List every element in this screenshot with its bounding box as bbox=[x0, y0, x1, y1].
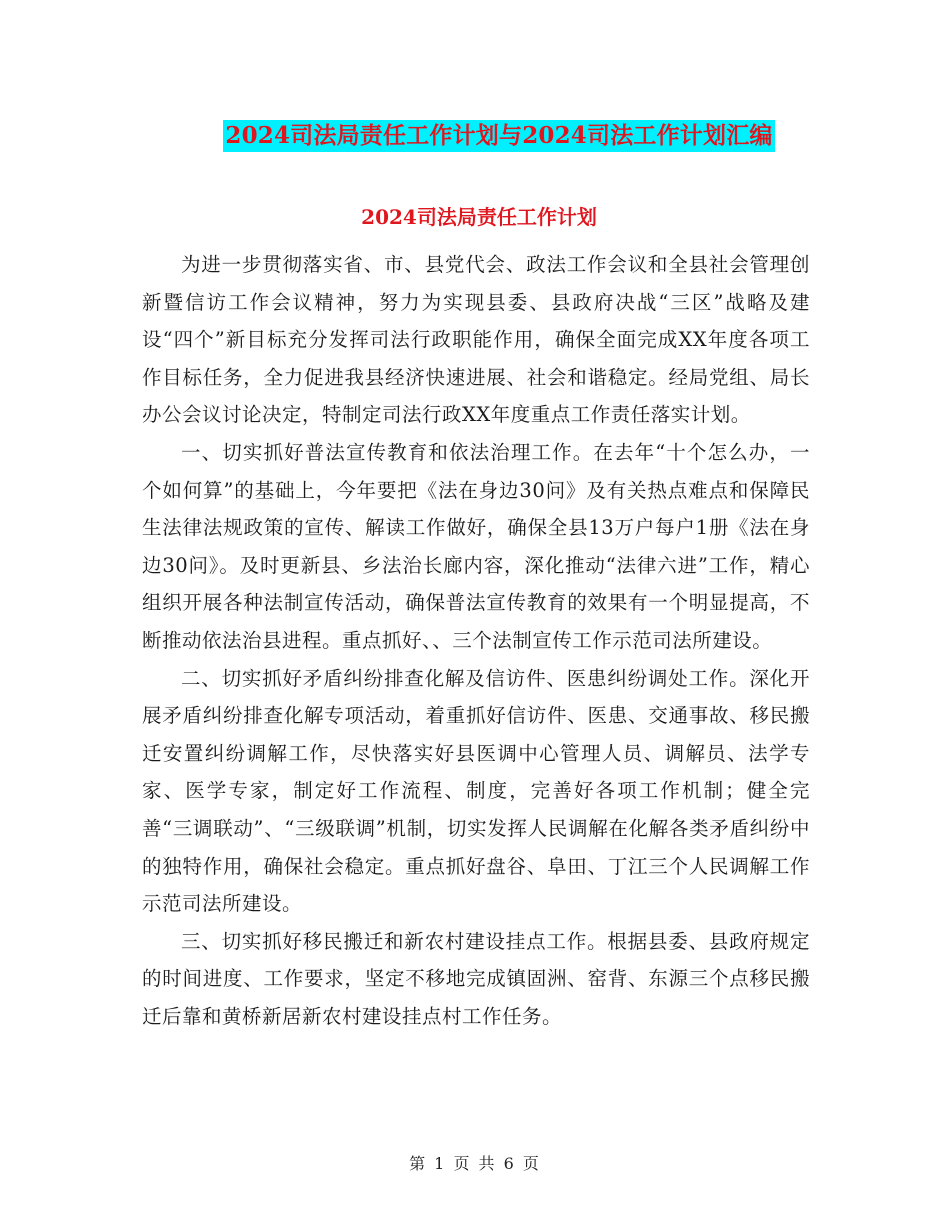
document-title-text: 2024司法局责任工作计划与2024司法工作计划汇编 bbox=[223, 120, 774, 152]
paragraph-item-1: 一、切实抓好普法宣传教育和依法治理工作。在去年“十个怎么办，一个如何算”的基础上，今年要把《法在身边30问》及有关热点难点和保障民生法律法规政策的宣传、解读工作做好，确保全县13万户每户1册《法在身边30问》。及时更新县、乡法治长廊内容，深化推动“法律六进”工作，精心组织开展各种法制宣传活动，确保普法宣传教育的效果有一个明显提高，不断推动依法治县进程。重点抓好、、三个法制宣传工作示范司法所建设。 bbox=[142, 440, 810, 652]
page-number-footer: 第 1 页 共 6 页 bbox=[409, 1154, 541, 1173]
document-title bbox=[0, 113, 950, 152]
paragraph-item-2: 二、切实抓好矛盾纠纷排查化解及信访件、医患纠纷调处工作。深化开展矛盾纠纷排查化解专项活动，着重抓好信访件、医患、交通事故、移民搬迁安置纠纷调解工作，尽快落实好县医调中心管理人员、调解员、法学专家、医学专家，制定好工作流程、制度，完善好各项工作机制；健全完善“三调联动”、“三级联调”机制，切实发挥人民调解在化解各类矛盾纠纷中的独特作用，确保社会稳定。重点抓好盘谷、阜田、丁江三个人民调解工作示范司法所建设。 bbox=[142, 666, 810, 916]
paragraph-item-3: 三、切实抓好移民搬迁和新农村建设挂点工作。根据县委、县政府规定的时间进度、工作要求，坚定不移地完成镇固洲、窑背、东源三个点移民搬迁后靠和黄桥新居新农村建设挂点村工作任务。 bbox=[142, 929, 810, 1028]
section-title: 2024司法局责任工作计划 bbox=[361, 205, 597, 229]
paragraph-intro: 为进一步贯彻落实省、市、县党代会、政法工作会议和全县社会管理创新暨信访工作会议精神，努力为实现县委、县政府决战“三区”战略及建设“四个”新目标充分发挥司法行政职能作用，确保全面完成XX年度各项工作目标任务，全力促进我县经济快速进展、社会和谐稳定。经局党组、局长办公会议讨论决定，特制定司法行政XX年度重点工作责任落实计划。 bbox=[142, 253, 810, 427]
document-body bbox=[142, 246, 810, 1035]
